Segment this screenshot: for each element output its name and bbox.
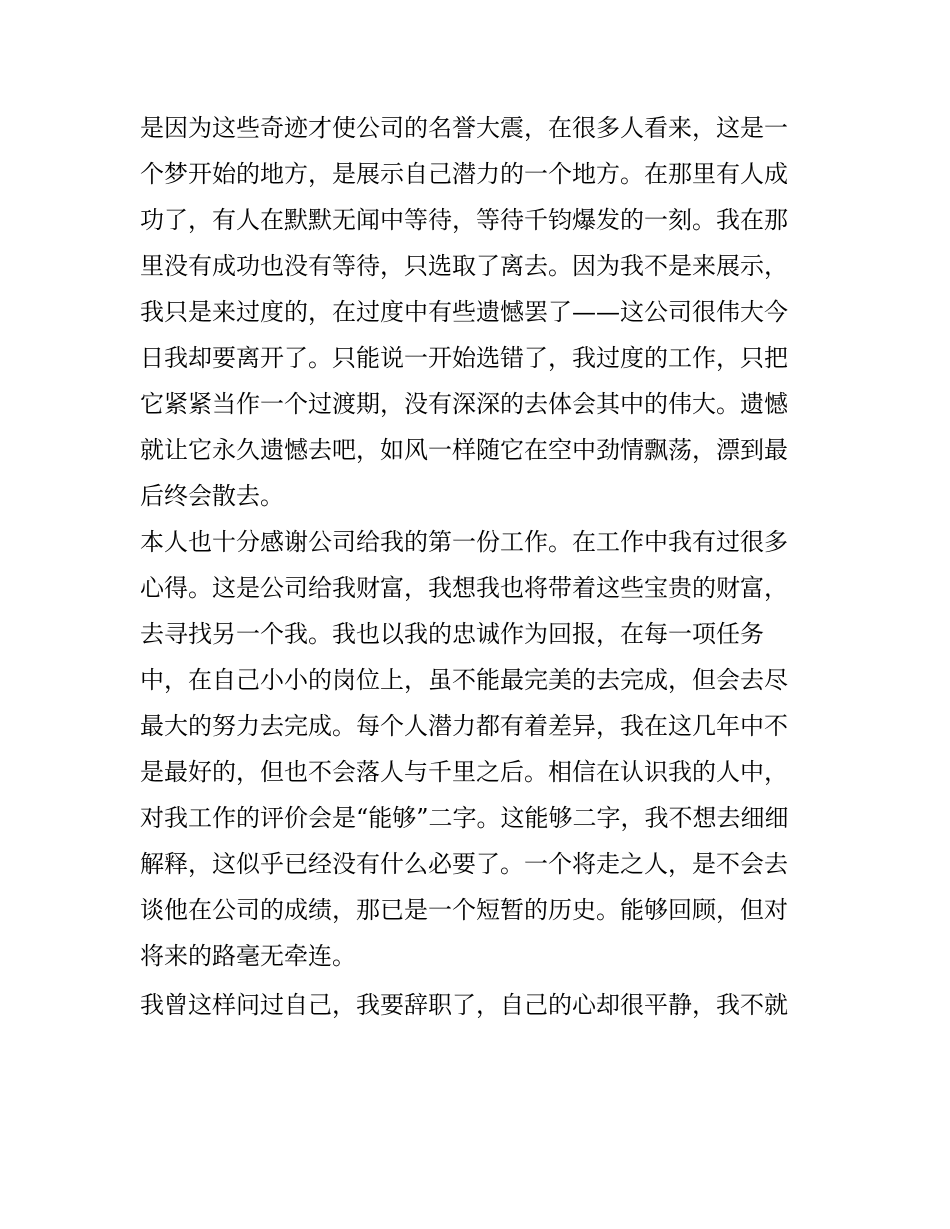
text-line: 就让它永久遗憾去吧，如风一样随它在空中劲情飘荡，漂到最 (140, 436, 788, 464)
text-line: 解释，这似乎已经没有什么必要了。一个将走之人，是不会去 (140, 850, 788, 878)
text-line: 本人也十分感谢公司给我的第一份工作。在工作中我有过很多 (140, 528, 788, 556)
text-line: 是最好的，但也不会落人与千里之后。相信在认识我的人中， (140, 758, 788, 786)
text-line: 中，在自己小小的岗位上，虽不能最完美的去完成，但会去尽 (140, 666, 788, 694)
text-line: 它紧紧当作一个过渡期，没有深深的去体会其中的伟大。遗憾 (140, 390, 788, 418)
text-line: 个梦开始的地方，是展示自己潜力的一个地方。在那里有人成 (140, 160, 788, 188)
text-line: 日我却要离开了。只能说一开始选错了，我过度的工作，只把 (140, 344, 788, 372)
text-line: 将来的路毫无牵连。 (140, 942, 356, 970)
text-line: 最大的努力去完成。每个人潜力都有着差异，我在这几年中不 (140, 712, 788, 740)
text-line: 我只是来过度的，在过度中有些遗憾罢了——这公司很伟大今 (140, 298, 788, 326)
body-text (140, 105, 820, 1028)
text-line: 功了，有人在默默无闻中等待，等待千钧爆发的一刻。我在那 (140, 206, 788, 234)
text-line: 我曾这样问过自己，我要辞职了，自己的心却很平静，我不就 (140, 991, 788, 1019)
text-line: 对我工作的评价会是“能够”二字。这能够二字，我不想去细细 (140, 804, 789, 832)
text-line: 里没有成功也没有等待，只选取了离去。因为我不是来展示， (140, 252, 788, 280)
text-line: 是因为这些奇迹才使公司的名誉大震，在很多人看来，这是一 (140, 114, 788, 142)
text-line: 心得。这是公司给我财富，我想我也将带着这些宝贵的财富， (140, 574, 788, 602)
text-line: 后终会散去。 (140, 482, 284, 510)
text-line: 去寻找另一个我。我也以我的忠诚作为回报，在每一项任务 (140, 620, 764, 648)
text-line: 谈他在公司的成绩，那已是一个短暂的历史。能够回顾，但对 (140, 896, 788, 924)
